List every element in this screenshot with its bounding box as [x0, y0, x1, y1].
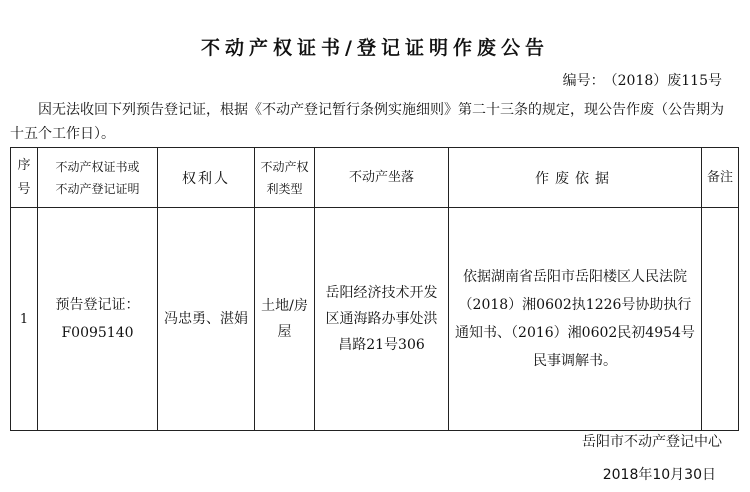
row-cert — [38, 208, 158, 431]
table-header-row — [11, 148, 739, 208]
header-basis: 作废依据 — [449, 148, 702, 208]
header-seq: 序号 — [11, 148, 38, 208]
header-remark: 备注 — [702, 148, 739, 208]
header-right-type — [255, 148, 315, 208]
header-cert — [38, 148, 158, 208]
document-number — [557, 70, 722, 90]
row-seq: 1 — [11, 208, 38, 431]
row-holder: 冯忠勇、湛娟 — [158, 208, 255, 431]
notice-title: 不动产权证书/登记证明作废公告 — [201, 37, 549, 59]
header-right-type-line2: 利类型 — [266, 181, 303, 196]
header-location: 不动产坐落 — [315, 148, 449, 208]
row-remark — [702, 208, 739, 431]
table-row — [11, 208, 739, 431]
row-location: 岳阳经济技术开发区通海路办事处洪昌路21号306 — [315, 208, 449, 431]
document-number-value: （2018）废115号 — [610, 73, 722, 89]
void-notice-table — [10, 147, 739, 431]
row-right-type: 土地/房屋 — [255, 208, 315, 431]
row-cert-number: F0095140 — [61, 325, 134, 341]
header-right-type-line1: 不动产权 — [260, 159, 309, 174]
intro-paragraph: 因无法收回下列预告登记证，根据《不动产登记暂行条例实施细则》第二十三条的规定，现公告作废（公告期为十五个工作日）。 — [10, 102, 724, 142]
header-cert-line2: 不动产登记证明 — [55, 181, 140, 196]
header-holder: 权利人 — [158, 148, 255, 208]
header-cert-line1: 不动产权证书或 — [55, 159, 140, 174]
document-number-label: 编号： — [562, 73, 605, 89]
issue-date: 2018年10月30日 — [602, 467, 716, 483]
row-cert-label: 预告登记证： — [55, 297, 140, 313]
issuer-name: 岳阳市不动产登记中心 — [582, 434, 722, 450]
row-basis: 依据湖南省岳阳市岳阳楼区人民法院（2018）湘0602执1226号协助执行通知书、（2016）湘0602民初4954号民事调解书。 — [449, 208, 702, 431]
